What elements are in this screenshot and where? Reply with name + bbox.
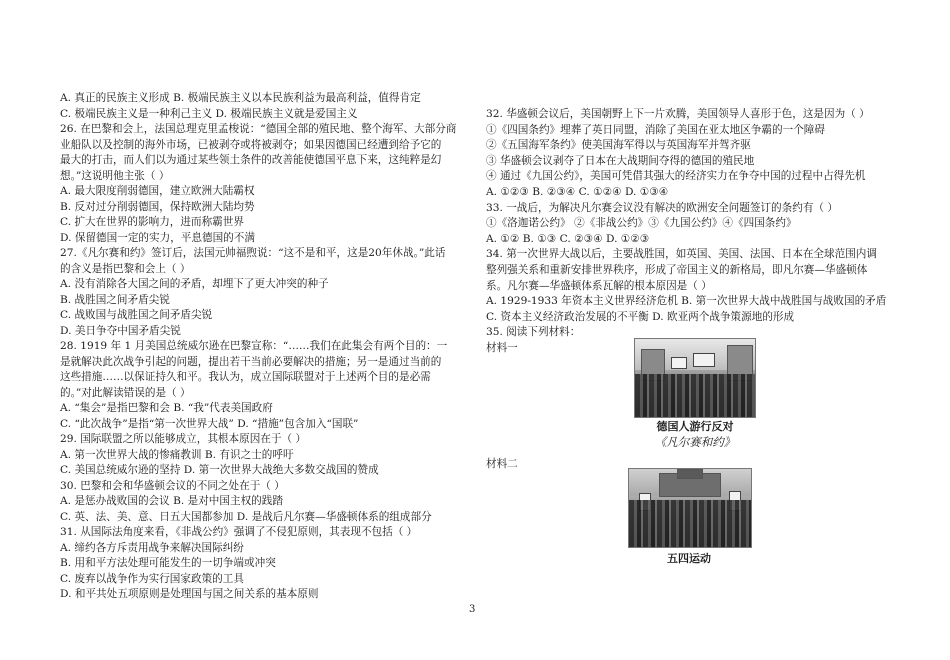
left-column-line: A. 是惩办战败国的会议 B. 是对中国主权的践踏 [60, 495, 283, 507]
right-column-line: C. 资本主义经济政治发展的不平衡 D. 欧亚两个战争策源地的形成 [486, 310, 795, 323]
left-column-line: 31. 从国际法角度来看，《非战公约》强调了不侵犯原则，其表现不包括（ ） [60, 526, 418, 538]
right-column-line: 整列强关系和重新安排世界秩序，形成了帝国主义的新格局，即凡尔赛—华盛顿体 [486, 264, 868, 276]
right-column-line: 系。凡尔赛—华盛顿体系瓦解的根本原因是（ ） [486, 279, 712, 292]
material-one-caption-line2: 《凡尔赛和约》 [654, 435, 736, 449]
left-column-line: C. “此次战争”是指“第一次世界大战” D. “措施”包含加入“国联” [60, 417, 359, 430]
material-two-label: 材料二 [486, 458, 518, 470]
right-column-line: 35. 阅读下列材料： [486, 326, 581, 339]
left-column-line: A. 第一次世界大战的惨痛教训 B. 有识之士的呼吁 [60, 448, 294, 461]
left-column-line: A. 缔约各方斥责用战争来解决国际纠纷 [60, 541, 244, 554]
left-column-line: 28. 1919 年 1 月美国总统威尔逊在巴黎宣称：“……我们在此集会有两个目的：一 [60, 340, 448, 352]
left-column-line: B. 用和平方法处理可能发生的一切争端或冲突 [60, 557, 276, 569]
left-column-line: 的。”对此解读错误的是（ ） [60, 386, 191, 399]
left-column-line: 想。”这说明他主张（ ） [60, 169, 170, 182]
left-column-line: 最大的打击，而人们以为通过某些领土条件的改善能使德国平息下来，这纯粹是幻 [60, 154, 442, 166]
left-column-line: C. 废弃以战争作为实行国家政策的工具 [60, 572, 244, 585]
left-column-line: B. 反对过分削弱德国，保持欧洲大陆均势 [60, 200, 255, 213]
left-column-line: 是就解决此次战争引起的问题，提出若干当前必要解决的措施；另一是通过当前的 [60, 355, 442, 368]
right-column-line: ②《五国海军条约》使美国海军得以与英国海军并驾齐驱 [486, 139, 751, 152]
left-column-line: 30. 巴黎和会和华盛顿会议的不同之处在于（ ） [60, 479, 285, 492]
left-column-line: D. 和平共处五项原则是处理国与国之间关系的基本原则 [60, 588, 319, 600]
left-column-line: C. 美国总统威尔逊的坚持 D. 第一次世界大战绝大多数交战国的赞成 [60, 464, 379, 476]
right-column-line: 32. 华盛顿会议后，美国朝野上下一片欢腾，美国领导人喜形于色，这是因为（ ） [486, 108, 870, 120]
left-column-line: 26. 在巴黎和会上，法国总理克里孟梭说：“德国全部的殖民地、整个海军、大部分商 [60, 123, 457, 135]
left-column-line: A. 真正的民族主义形成 B. 极端民族主义以本民族利益为最高利益，值得肯定 [60, 92, 421, 104]
right-column-line: A. 1929-1933 年资本主义世界经济危机 B. 第一次世界大战中战胜国与战败国的矛盾 [486, 295, 887, 308]
material-one-caption [630, 418, 760, 450]
right-column-line: ④ 通过《九国公约》，美国可凭借其强大的经济实力在争夺中国的过程中占得先机 [486, 170, 866, 183]
left-column-line: 29. 国际联盟之所以能够成立，其根本原因在于（ ） [60, 433, 307, 445]
right-column-line: ③ 华盛顿会议剥夺了日本在大战期间夺得的德国的殖民地 [486, 154, 755, 167]
material-one-caption-line1: 德国人游行反对 [656, 420, 734, 433]
left-column-line: D. 美日争夺中国矛盾尖锐 [60, 324, 181, 337]
material-two-photo [628, 468, 752, 548]
left-column-line: 这些措施……以保证持久和平。我认为，成立国际联盟对于上述两个目的是必需 [60, 371, 431, 383]
left-column-line: 业船队以及控制的海外市场，已被剥夺或将被剥夺；如果因德国已经遭到给予它的 [60, 138, 442, 151]
page-number: 3 [469, 604, 476, 615]
left-column-line: C. 战败国与战胜国之间矛盾尖锐 [60, 309, 213, 321]
right-column-line: 33. 一战后，为解决凡尔赛会议没有解决的欧洲安全问题签订的条约有（ ） [486, 201, 838, 214]
right-column-line: ①《洛迦诺公约》 ②《非战公约》③《九国公约》④《四国条约》 [486, 217, 797, 230]
left-column-line: C. 扩大在世界的影响力，进而称霸世界 [60, 216, 244, 228]
left-column-line: A. 最大限度削弱德国，建立欧洲大陆霸权 [60, 185, 255, 197]
right-column-line: 34. 第一次世界大战以后，主要战胜国，如英国、美国、法国、日本在全球范围内调 [486, 248, 877, 261]
left-column-line: C. 英、法、美、意、日五大国都参加 D. 是战后凡尔赛—华盛顿体系的组成部分 [60, 510, 432, 523]
material-two-caption: 五四运动 [667, 552, 711, 565]
material-one-photo [634, 338, 756, 418]
left-column-line: 27.《凡尔赛和约》签订后，法国元帅福煦说：“这不是和平，这是20年休战。”此话 [60, 247, 446, 259]
left-column-line: A. “集会”是指巴黎和会 B. “我”代表美国政府 [60, 402, 273, 414]
left-column-line: D. 保留德国一定的实力，平息德国的不满 [60, 231, 255, 244]
right-column-line: A. ①②③ B. ②③④ C. ①②④ D. ①③④ [486, 186, 669, 198]
right-column-line: 材料一 [486, 342, 518, 354]
left-column-line: B. 战胜国之间矛盾尖锐 [60, 293, 170, 306]
left-column-line: 的含义是指巴黎和会上（ ） [60, 262, 191, 275]
right-column-line: ①《四国条约》埋葬了英日同盟，消除了美国在亚太地区争霸的一个障碍 [486, 123, 825, 136]
left-column-line: A. 没有消除各大国之间的矛盾，却埋下了更大冲突的种子 [60, 278, 329, 290]
right-column-line: A. ①② B. ①③ C. ②③④ D. ①②③ [486, 232, 650, 245]
left-column-line: C. 极端民族主义是一种利己主义 D. 极端民族主义就是爱国主义 [60, 107, 358, 120]
